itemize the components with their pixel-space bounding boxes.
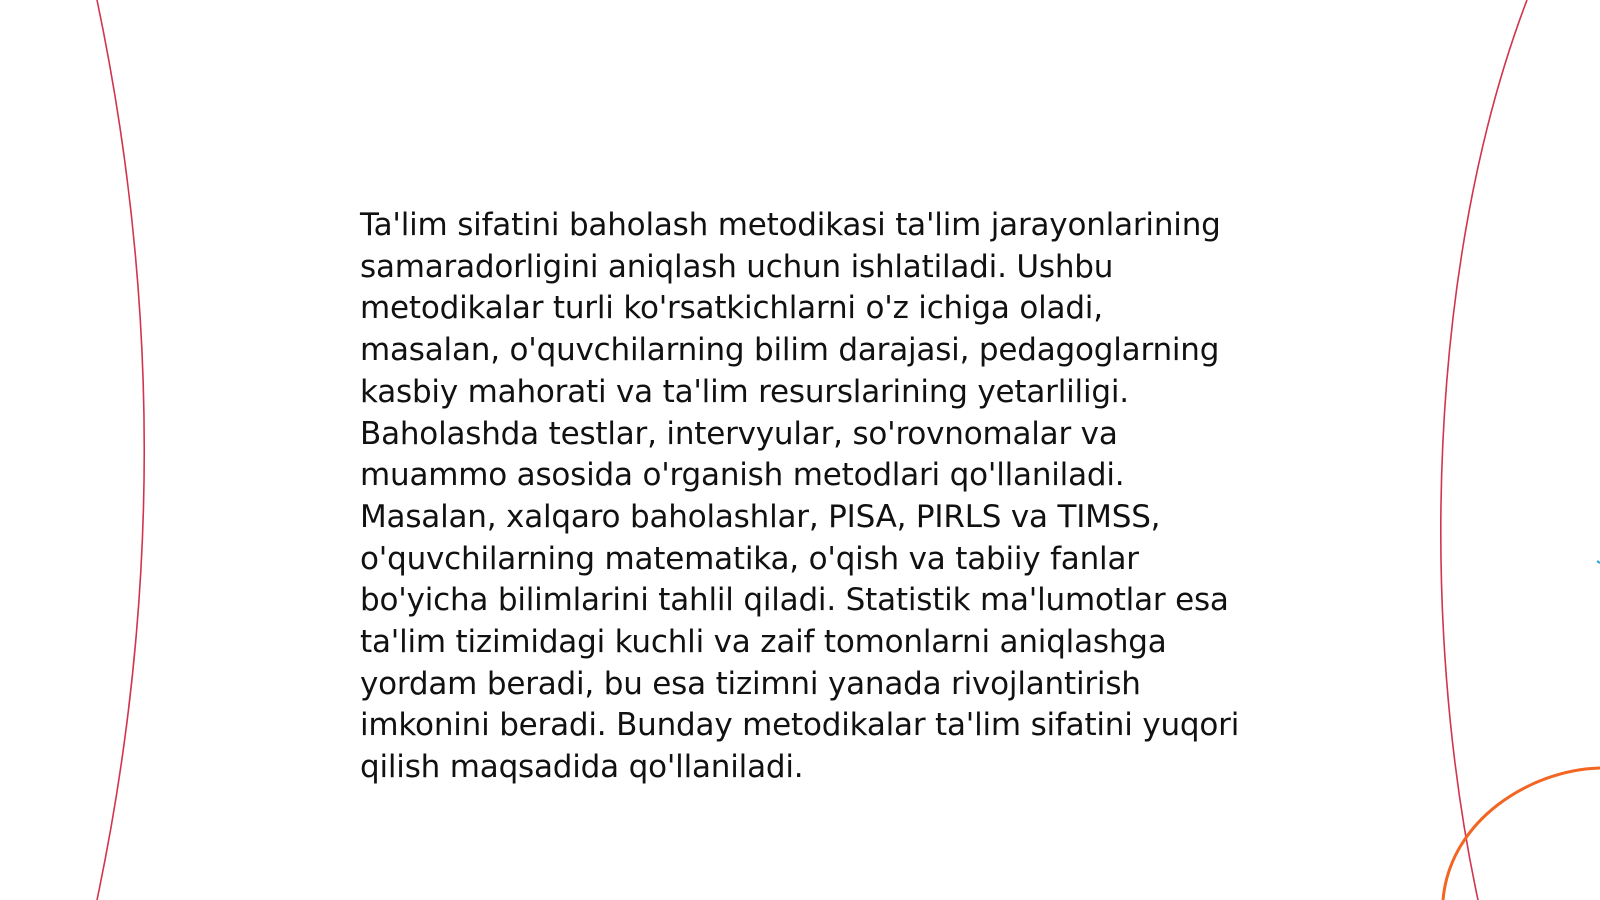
right-arc [1441, 0, 1527, 900]
body-paragraph: Ta'lim sifatini baholash metodikasi ta'lim jarayonlarining samaradorligini aniqlash uchun ishlatiladi. Ushbu metodikalar turli ko'rsatkichlarni o'z ichiga oladi, masalan, o'quvchilarning bilim darajasi, pedagoglarning kasbiy mahorati va ta'lim resurslarining yetarliligi. Baholashda testlar, intervyular, so'rovnomalar va muammo asosida o'rganish metodlari qo'llaniladi. Masalan, xalqaro baholashlar, PISA, PIRLS va TIMSS, o'quvchilarning matematika, o'qish va tabiiy fanlar bo'yicha bilimlarini tahlil qiladi. Statistik ma'lumotlar esa ta'lim tizimidagi kuchli va zaif tomonlarni aniqlashga yordam beradi, bu esa tizimni yanada rivojlantirish imkonini beradi. Bunday metodikalar ta'lim sifatini yuqori qilish maqsadida qo'llaniladi. [360, 207, 1240, 786]
corner-orange-arc [1443, 768, 1600, 900]
left-arc [97, 0, 144, 900]
